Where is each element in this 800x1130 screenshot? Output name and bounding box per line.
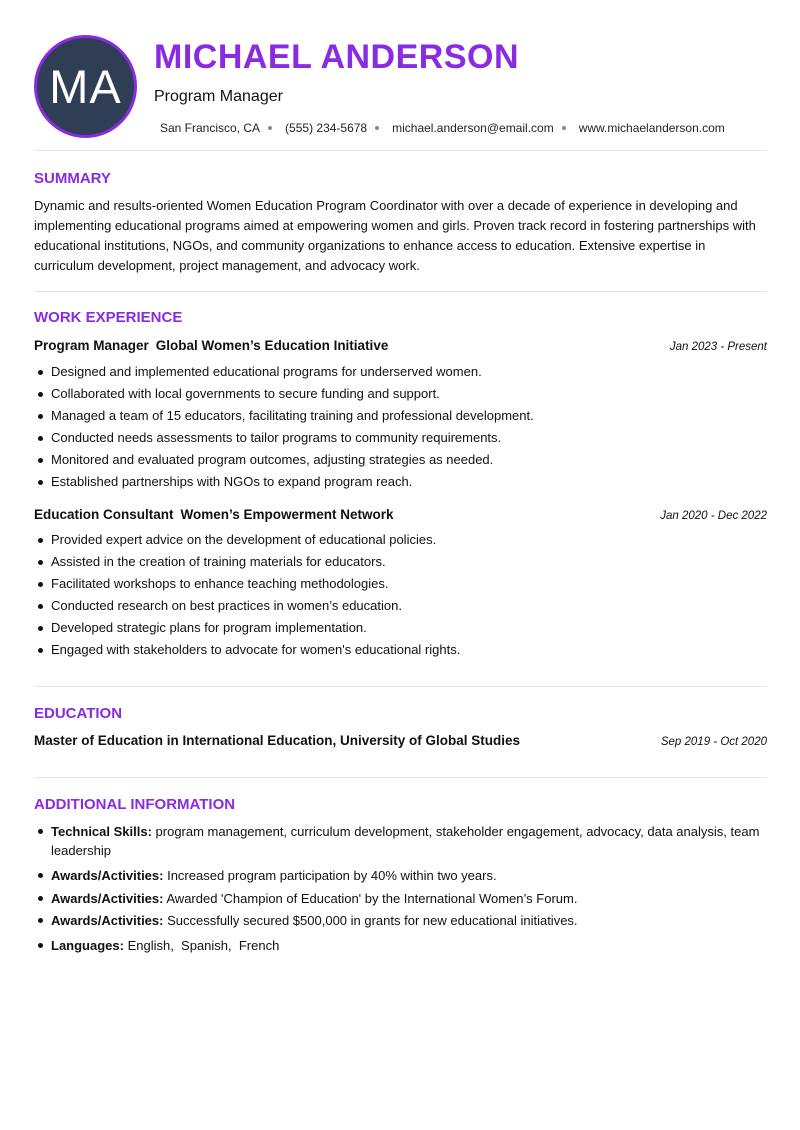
item-label: Languages: [51, 938, 124, 953]
divider [34, 150, 767, 151]
contact-website[interactable]: www.michaelanderson.com [578, 121, 725, 135]
education-heading: EDUCATION [34, 705, 123, 722]
list-item [34, 866, 768, 889]
divider [34, 777, 767, 778]
list-item: Assisted in the creation of training materials for educators. [34, 553, 768, 575]
list-item: Designed and implemented educational programs for underserved women. [34, 363, 768, 385]
separator-dot [375, 126, 379, 130]
divider [34, 686, 767, 687]
separator-dot [268, 126, 272, 130]
contact-line [160, 120, 725, 136]
list-item: Collaborated with local governments to secure funding and support. [34, 385, 768, 407]
contact-phone: (555) 234-5678 [285, 121, 368, 135]
item-text: program management, curriculum development, stakeholder engagement, advocacy, data analysis, team leadership [51, 824, 760, 858]
job-org: Women’s Empowerment Network [180, 507, 394, 522]
education-degree: Master of Education in International Education, University of Global Studies [34, 733, 521, 748]
summary-text: Dynamic and results-oriented Women Education Program Coordinator with over a decade of experience in developing and implementing educational programs aimed at empowering women and girls. Proven track record in fostering partnerships with educational institutions, NGOs, and community organizations to enhance access to education. Extensive expertise in curriculum development, project management, and advocacy work. [34, 198, 756, 273]
job-bullets [34, 531, 768, 663]
item-text: Successfully secured $500,000 in grants for new educational initiatives. [163, 913, 578, 928]
candidate-title: Program Manager [154, 88, 283, 105]
list-item: Facilitated workshops to enhance teaching methodologies. [34, 575, 768, 597]
job-heading [34, 338, 768, 356]
list-item [34, 889, 768, 911]
item-text: Increased program participation by 40% within two years. [163, 868, 497, 883]
contact-email[interactable]: michael.anderson@email.com [392, 121, 554, 135]
separator-dot [562, 126, 566, 130]
item-label: Awards/Activities: [51, 913, 164, 928]
item-label: Awards/Activities: [51, 891, 164, 906]
list-item: Provided expert advice on the development of educational policies. [34, 531, 768, 553]
item-label: Technical Skills: [51, 824, 152, 839]
list-item: Engaged with stakeholders to advocate for women's educational rights. [34, 641, 768, 663]
candidate-name: MICHAEL ANDERSON [154, 38, 520, 76]
job-dates: Jan 2023 - Present [669, 341, 767, 353]
list-item [34, 822, 768, 866]
item-text: English, Spanish, French [123, 938, 280, 953]
education-dates: Sep 2019 - Oct 2020 [660, 736, 767, 748]
job-org: Global Women’s Education Initiative [155, 338, 389, 353]
list-item [34, 936, 768, 956]
summary-heading: SUMMARY [34, 170, 111, 187]
job-heading [34, 507, 768, 525]
job-dates: Jan 2020 - Dec 2022 [660, 510, 767, 522]
contact-location: San Francisco, CA [160, 121, 261, 135]
item-text: Awarded 'Champion of Education' by the International Women’s Forum. [163, 891, 578, 906]
list-item: Monitored and evaluated program outcomes, adjusting strategies as needed. [34, 451, 768, 473]
job-role: Education Consultant [34, 507, 174, 522]
list-item: Conducted needs assessments to tailor programs to community requirements. [34, 429, 768, 451]
job-role: Program Manager [34, 338, 149, 353]
list-item [34, 911, 768, 936]
avatar [34, 35, 137, 138]
additional-heading: ADDITIONAL INFORMATION [34, 796, 236, 813]
additional-list [34, 822, 768, 956]
divider [34, 291, 767, 292]
experience-heading: WORK EXPERIENCE [34, 309, 183, 326]
list-item: Conducted research on best practices in women’s education. [34, 597, 768, 619]
list-item: Established partnerships with NGOs to expand program reach. [34, 473, 768, 495]
job-bullets [34, 363, 768, 495]
list-item: Developed strategic plans for program implementation. [34, 619, 768, 641]
list-item: Managed a team of 15 educators, facilitating training and professional development. [34, 407, 768, 429]
item-label: Awards/Activities: [51, 868, 164, 883]
avatar-initials: MA [49, 60, 122, 113]
